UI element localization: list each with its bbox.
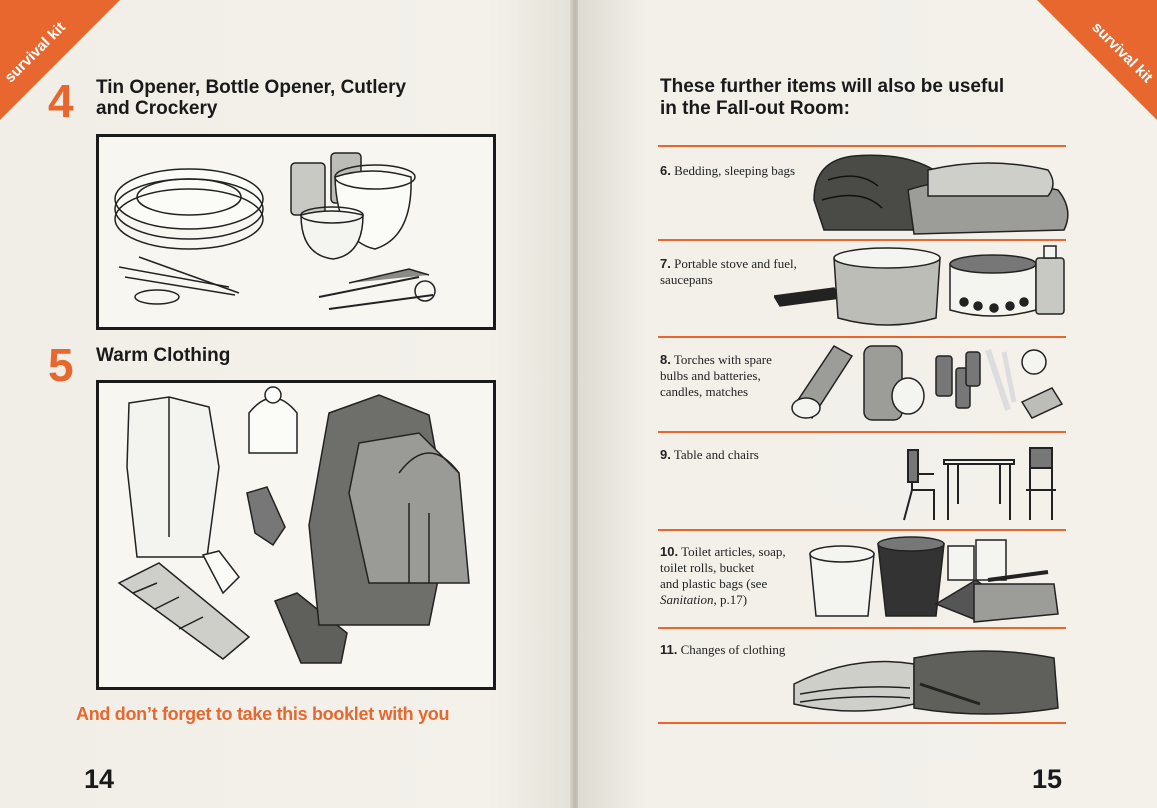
divider-rule (658, 431, 1066, 433)
stove-illustration (774, 244, 1068, 332)
section-5-title: Warm Clothing (96, 345, 231, 366)
item-9-label: Table and chairs (673, 447, 759, 462)
clothing-drawing (99, 383, 493, 687)
item-10-number: 10. (660, 544, 679, 559)
divider-rule (658, 529, 1066, 531)
clothing-changes-illustration (790, 644, 1070, 720)
crockery-illustration (96, 134, 496, 330)
corner-tab-label-left: survival kit (1, 18, 69, 87)
divider-rule (658, 627, 1066, 629)
section-4-number: 4 (48, 75, 74, 127)
item-6-number: 6. (660, 163, 671, 178)
toilet-articles-illustration (808, 532, 1068, 624)
section-4-title: Tin Opener, Bottle Opener, Cutlery and Crockery (96, 77, 407, 119)
item-9 (660, 447, 759, 463)
table-chairs-illustration (898, 444, 1068, 524)
section-5-number: 5 (48, 339, 74, 391)
item-10-reference-suffix: , p.17) (713, 592, 748, 607)
item-7-label: Portable stove and fuel, saucepans (660, 256, 797, 287)
crockery-drawing (99, 137, 493, 327)
corner-tab-label-right: survival kit (1088, 18, 1156, 87)
divider-rule (658, 722, 1066, 724)
item-8 (660, 352, 772, 400)
item-10-label: Toilet articles, soap, toilet rolls, bucket and plastic bags (see (660, 544, 786, 591)
item-10-reference: Sanitation (660, 592, 714, 607)
item-8-number: 8. (660, 352, 671, 367)
item-7-number: 7. (660, 256, 671, 271)
item-11-number: 11. (660, 642, 678, 657)
item-11-label: Changes of clothing (680, 642, 786, 657)
torches-illustration (790, 340, 1066, 430)
item-8-label: Torches with spare bulbs and batteries, candles, matches (660, 352, 772, 399)
left-page (0, 0, 574, 808)
item-9-number: 9. (660, 447, 671, 462)
booklet-reminder: And don’t forget to take this booklet with you (76, 704, 450, 724)
fallout-room-heading: These further items will also be useful in the Fall-out Room: (660, 76, 1005, 119)
page-number-right: 15 (1032, 764, 1063, 794)
item-6 (660, 163, 795, 179)
divider-rule (658, 239, 1066, 241)
divider-rule (658, 145, 1066, 147)
page-number-left: 14 (84, 764, 115, 794)
item-6-label: Bedding, sleeping bags (674, 163, 796, 178)
right-page (578, 0, 1157, 808)
bedding-illustration (808, 150, 1078, 238)
divider-rule (658, 336, 1066, 338)
clothing-illustration (96, 380, 496, 690)
item-10 (660, 544, 786, 608)
item-11 (660, 642, 785, 658)
